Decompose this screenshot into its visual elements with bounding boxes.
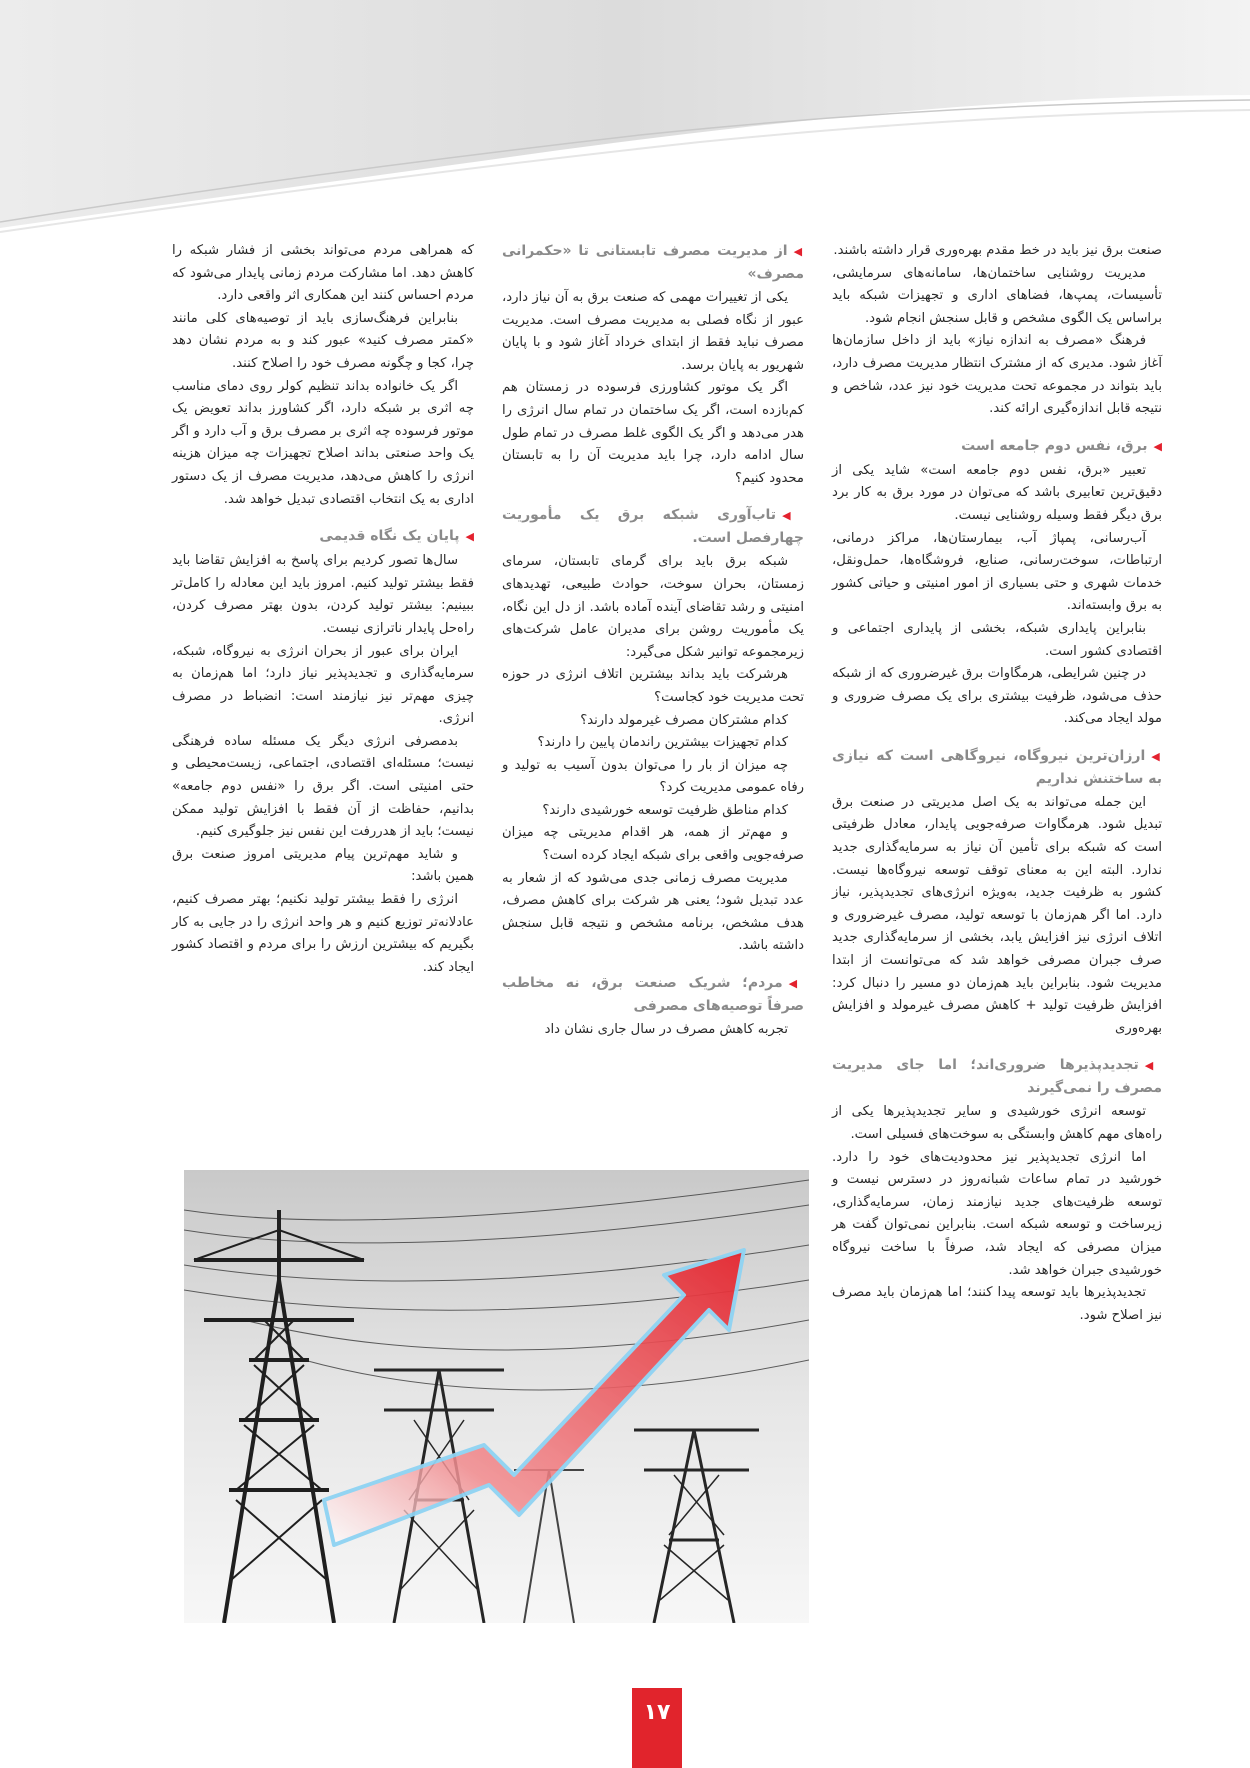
column-right [832, 240, 1162, 1327]
body-paragraph: تجدیدپذیرها باید توسعه پیدا کنند؛ اما هم‌زمان باید مصرف نیز اصلاح شود. [832, 1285, 1162, 1323]
triangle-left-icon: ◀ [1144, 1059, 1162, 1073]
power-towers-rising-arrow-image [184, 1170, 809, 1623]
triangle-left-icon: ◀ [465, 530, 474, 544]
body-paragraph: تجربه کاهش مصرف در سال جاری نشان داد [544, 1022, 788, 1038]
body-paragraph: آب‌رسانی، پمپاژ آب، بیمارستان‌ها، مراکز درمانی، ارتباطات، سوخت‌رسانی، صنایع، فروشگاه‌ها، حمل‌ونقل، خدمات شهری و حتی بسیاری از امور امنیتی و حیاتی کشور به برق وابسته‌اند. [832, 530, 1162, 614]
body-paragraph: توسعه انرژی خورشیدی و سایر تجدیدپذیرها یکی از راه‌های مهم کاهش وابستگی به سوخت‌های فسیلی است. [832, 1104, 1162, 1142]
column-middle [502, 240, 804, 1042]
section-heading [832, 435, 1162, 458]
body-paragraph: ایران برای عبور از بحران انرژی به نیروگاه، شبکه، سرمایه‌گذاری و تجدیدپذیر نیاز دارد؛ اما هم‌زمان به چیزی مهم‌تر نیز نیازمند است: انضباط در مصرف انرژی. [172, 643, 474, 727]
section-heading [502, 972, 804, 1017]
body-paragraph: کدام مناطق ظرفیت توسعه خورشیدی دارند؟ [542, 802, 788, 818]
body-paragraph: که همراهی مردم می‌تواند بخشی از فشار شبکه را کاهش دهد. اما مشارکت مردم زمانی پایدار می‌شود که مردم احساس کنند این همکاری اثر واقعی دارد. [172, 243, 474, 304]
triangle-left-icon: ◀ [1153, 439, 1162, 453]
body-paragraph: شبکه برق باید برای گرمای تابستان، سرمای زمستان، بحران سوخت، حوادث طبیعی، تهدیدهای امنیتی و رشد تقاضای آینده آماده باشد. از دل این نگاه، یک مأموریت روشن برای مدیران عامل شرکت‌های زیرمجموعه توانیر شکل می‌گیرد: [502, 554, 804, 660]
body-paragraph: کدام تجهیزات بیشترین راندمان پایین را دارند؟ [537, 735, 788, 751]
triangle-left-icon: ◀ [782, 509, 804, 523]
body-paragraph: چه میزان از بار را می‌توان بدون آسیب به تولید و رفاه عمومی مدیریت کرد؟ [502, 757, 804, 796]
column-left [172, 240, 474, 979]
header-wave-decoration [0, 0, 1250, 240]
section-heading [832, 1054, 1162, 1099]
body-paragraph: بدمصرفی انرژی دیگر یک مسئله ساده فرهنگی نیست؛ مسئله‌ای اقتصادی، اجتماعی، زیست‌محیطی و حتی امنیتی است. اگر برق را «نفس دوم جامعه» بدانیم، حفاظت از آن فقط با افزایش تولید ممکن نیست؛ باید از هدررفت این نفس نیز جلوگیری کنیم. [172, 733, 474, 840]
triangle-left-icon: ◀ [1151, 749, 1162, 763]
section-heading-text: تاب‌آوری شبکه برق یک مأموریت چهارفصل است. [502, 507, 804, 547]
body-paragraph: اما انرژی تجدیدپذیر نیز محدودیت‌های خود را دارد. خورشید در تمام ساعات شبانه‌روز در دسترس نیست و توسعه ظرفیت‌های جدید نیازمند زمان، سرمایه‌گذاری، زیرساخت و توسعه شبکه است. بنابراین نمی‌توان گفت هر میزان مصرفی که ایجاد شد، صرفاً با ساخت نیروگاه خورشیدی جبران خواهد شد. [832, 1149, 1162, 1278]
section-heading-text: پایان یک نگاه قدیمی [319, 528, 460, 545]
page-number: ۱۷ [643, 1700, 671, 1725]
body-paragraph: بنابراین پایداری شبکه، بخشی از پایداری اجتماعی و اقتصادی کشور است. [832, 620, 1162, 659]
body-paragraph: فرهنگ «مصرف به اندازه نیاز» باید از داخل سازمان‌ها آغاز شود. مدیری که از مشترک انتظار مدیریت مصرف دارد، باید بتواند در مجموعه تحت مدیریت خود نیز عدد، شاخص و نتیجه قابل اندازه‌گیری ارائه کند. [832, 333, 1162, 417]
body-paragraph: سال‌ها تصور کردیم برای پاسخ به افزایش تقاضا باید فقط بیشتر تولید کنیم. امروز باید این معادله را کامل‌تر ببینیم: بیشتر تولید کردن، بدون بهتر مصرف کردن، راه‌حل پایدار ناترازی نیست. [172, 553, 474, 636]
section-heading-text: از مدیریت مصرف تابستانی تا «حکمرانی مصرف» [502, 243, 804, 282]
body-paragraph: صنعت برق نیز باید در خط مقدم بهره‌وری قرار داشته باشند. [833, 243, 1162, 258]
body-paragraph: انرژی را فقط بیشتر تولید نکنیم؛ بهتر مصرف کنیم، عادلانه‌تر توزیع کنیم و هر واحد انرژی را در جایی به کار بگیریم که بیشترین ارزش را برای مردم و اقتصاد کشور ایجاد کند. [172, 892, 474, 975]
body-paragraph: بنابراین فرهنگ‌سازی باید از توصیه‌های کلی مانند «کمتر مصرف کنید» عبور کند و به مردم نشان دهد چرا، کجا و چگونه مصرف خود را اصلاح کنند. [172, 310, 474, 371]
section-heading [502, 240, 804, 285]
section-heading [502, 504, 804, 549]
body-paragraph: یکی از تغییرات مهمی که صنعت برق به آن نیاز دارد، عبور از نگاه فصلی به مدیریت مصرف است. مدیریت مصرف نباید فقط از ابتدای خرداد آغاز شود و با پایان شهریور به پایان برسد. [502, 290, 804, 373]
section-heading-text: تجدیدپذیرها ضروری‌اند؛ اما جای مدیریت مصرف را نمی‌گیرند [832, 1057, 1162, 1097]
body-paragraph: هرشرکت باید بداند بیشترین اتلاف انرژی در حوزه تحت مدیریت خود کجاست؟ [502, 667, 804, 705]
body-paragraph: در چنین شرایطی، هرمگاوات برق غیرضروری که از شبکه حذف می‌شود، ظرفیت بیشتری برای یک مصرف ضروری و مولد ایجاد می‌کند. [832, 666, 1162, 727]
body-paragraph: اگر یک موتور کشاورزی فرسوده در زمستان هم کم‌بازده است، اگر یک ساختمان در تمام سال انرژی را هدر می‌دهد و اگر یک الگوی غلط مصرف در تمام طول سال ادامه دارد، چرا باید مدیریت آن را به تابستان محدود کنیم؟ [502, 380, 804, 486]
body-paragraph: و مهم‌تر از همه، هر اقدام مدیریتی چه میزان صرفه‌جویی واقعی برای شبکه ایجاد کرده است؟ [502, 825, 804, 864]
triangle-left-icon: ◀ [793, 245, 804, 258]
triangle-left-icon: ◀ [788, 977, 804, 991]
body-paragraph: مدیریت مصرف زمانی جدی می‌شود که از شعار به عدد تبدیل شود؛ یعنی هر شرکت برای کاهش مصرف، هدف مشخص، برنامه مشخص و نتیجه قابل سنجش داشته باشد. [502, 870, 804, 954]
body-paragraph: مدیریت روشنایی ساختمان‌ها، سامانه‌های سرمایشی، تأسیسات، پمپ‌ها، فضاهای اداری و تجهیزات شبکه باید براساس یک الگوی مشخص و قابل سنجش انجام شود. [832, 265, 1162, 326]
section-heading [172, 525, 474, 548]
page-number-tab [632, 1688, 682, 1768]
body-paragraph: و شاید مهم‌ترین پیام مدیریتی امروز صنعت برق همین باشد: [172, 846, 474, 885]
body-paragraph: تعبیر «برق، نفس دوم جامعه است» شاید یکی از دقیق‌ترین تعابیری باشد که می‌توان در مورد برق به کار برد برق دیگر فقط وسیله روشنایی نیست. [832, 462, 1162, 523]
section-heading-text: برق، نفس دوم جامعه است [961, 437, 1148, 454]
body-paragraph: این جمله می‌تواند به یک اصل مدیریتی در صنعت برق تبدیل شود. هرمگاوات صرفه‌جویی پایدار، معادل ظرفیتی است که شبکه برای تأمین آن نیاز به سرمایه‌گذاری جدید ندارد. البته این به معنای توقف توسعه نیروگاه‌ها نیست. کشور به ظرفیت جدید، به‌ویژه انرژی‌های تجدیدپذیر، نیاز دارد. اما اگر هم‌زمان با توسعه تولید، مصرف غیرضروری و اتلاف انرژی نیز افزایش یابد، بخشی از سرمایه‌گذاری جدید صرف جبران مصرفی خواهد شد که می‌توانست از ابتدا مدیریت شود. بنابراین باید هم‌زمان دو مسیر را دنبال کرد: افزایش ظرفیت تولید + کاهش مصرف غیرمولد و افزایش بهره‌وری [832, 794, 1162, 1036]
body-paragraph: اگر یک خانواده بداند تنظیم کولر روی دمای مناسب چه اثری بر شبکه دارد، اگر کشاورز بداند تعویض یک موتور فرسوده چه اثری بر مصرف برق و آب دارد و اگر یک واحد صنعتی بداند اصلاح تجهیزات چه میزان هزینه انرژی را کاهش می‌دهد، مدیریت مصرف از یک دستور اداری به یک انتخاب اقتصادی تبدیل خواهد شد. [172, 378, 474, 507]
section-heading [832, 745, 1162, 790]
section-heading-text: ارزان‌ترین نیروگاه، نیروگاهی است که نیازی به ساختنش نداریم [832, 747, 1162, 787]
section-heading-text: مردم؛ شریک صنعت برق، نه مخاطب صرفاً توصیه‌های مصرفی [502, 975, 804, 1015]
body-paragraph: کدام مشترکان مصرف غیرمولد دارند؟ [580, 712, 788, 728]
